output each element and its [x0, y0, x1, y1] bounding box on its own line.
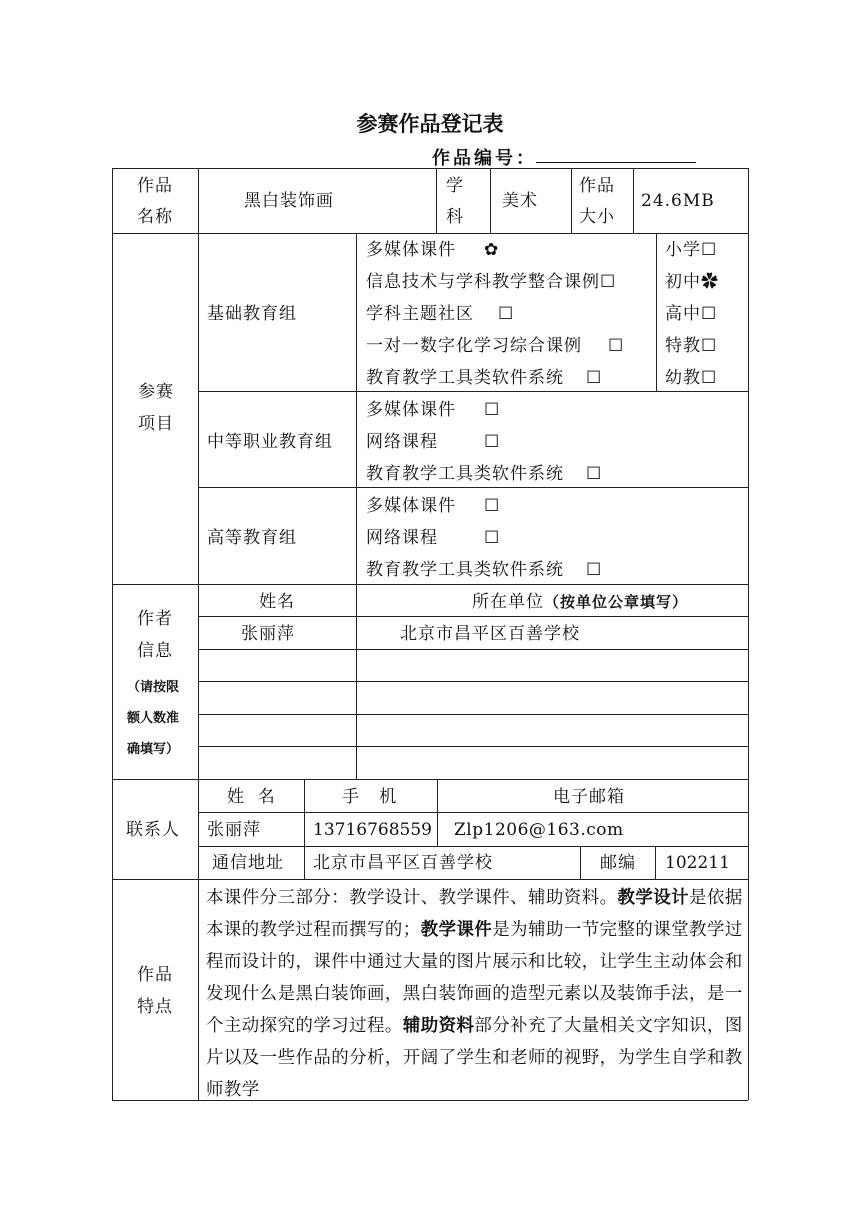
option-vocational-online-course[interactable]: 网络课程 ☐: [366, 432, 501, 452]
level-primary[interactable]: 小学☐: [665, 240, 718, 260]
size-label: 作品: [579, 176, 615, 196]
checkbox-icon: ☐: [586, 368, 603, 388]
checkbox-icon: ☐: [498, 304, 515, 324]
checkbox-icon: ☐: [484, 496, 501, 516]
features-text[interactable]: 本课件分三部分：教学设计、教学课件、辅助资料。教学设计是依据本课的教学过程而撰写的；教学课件是为辅助一节完整的课堂教学过程而设计的，课件中通过大量的图片展示和比较，让学生主动体会和发现什么是黑白装饰画，黑白装饰画的造型元素以及装饰手法，是一个主动探究的学习过程。辅助资料部分补充了大量相关文字知识，图片以及一些作品的分析，开阔了学生和老师的视野，为学生自学和教师教学: [206, 888, 743, 1100]
level-junior[interactable]: 初中✿: [665, 272, 719, 292]
author-unit-5[interactable]: [358, 748, 746, 777]
contact-email[interactable]: Zlp1206@163.com: [454, 820, 624, 840]
option-subject-community[interactable]: 学科主题社区 ☐: [366, 304, 515, 324]
option-tool-software[interactable]: 教育教学工具类软件系统 ☐: [366, 368, 603, 388]
author-info-label: 作者: [137, 609, 173, 629]
author-note-2: 额人数准: [127, 711, 180, 726]
author-unit-4[interactable]: [358, 716, 746, 744]
checkbox-icon: ☐: [484, 528, 501, 548]
size-value[interactable]: 24.6MB: [641, 191, 715, 211]
checkbox-icon: ☐: [586, 560, 603, 580]
contact-label: 联系人: [126, 820, 180, 840]
checkbox-icon: ☐: [484, 400, 501, 420]
category-label-2: 项目: [138, 414, 174, 434]
features-label: 作品: [137, 965, 173, 985]
postcode-value[interactable]: 102211: [665, 853, 730, 873]
flower-check-icon: ✿: [701, 272, 719, 292]
option-one-to-one[interactable]: 一对一数字化学习综合课例 ☐: [366, 336, 625, 356]
author-note-3: 确填写）: [127, 742, 180, 757]
level-preschool[interactable]: 幼教☐: [665, 368, 718, 388]
author-info-label-2: 信息: [137, 641, 173, 661]
category-label: 参赛: [138, 382, 174, 402]
postcode-label: 邮编: [600, 853, 636, 873]
checkbox-icon: ☐: [608, 336, 625, 356]
option-multimedia-courseware[interactable]: 多媒体课件 ✿: [366, 240, 500, 260]
checkbox-icon: ☐: [586, 464, 603, 484]
checkbox-icon: ☐: [701, 304, 718, 324]
flower-check-icon: ✿: [484, 240, 500, 260]
level-special[interactable]: 特教☐: [665, 336, 718, 356]
author-name-1[interactable]: 张丽萍: [241, 624, 295, 644]
subject-value[interactable]: 美术: [502, 191, 538, 211]
address-value[interactable]: 北京市昌平区百善学校: [313, 853, 493, 873]
subject-label: 学: [446, 176, 464, 196]
checkbox-icon: ☐: [600, 272, 617, 292]
author-note-1: （请按限: [127, 680, 180, 695]
work-name-label: 作品: [137, 176, 173, 196]
checkbox-icon: ☐: [701, 336, 718, 356]
size-label-2: 大小: [579, 207, 615, 227]
author-name-3[interactable]: [200, 683, 355, 712]
page-title: 参赛作品登记表: [356, 112, 504, 136]
checkbox-icon: ☐: [484, 432, 501, 452]
option-vocational-multimedia[interactable]: 多媒体课件 ☐: [366, 400, 501, 420]
address-label: 通信地址: [212, 853, 284, 873]
contact-col-phone: 手 机: [342, 787, 398, 807]
author-name-5[interactable]: [200, 748, 355, 777]
contact-name[interactable]: 张丽萍: [207, 820, 261, 840]
features-label-2: 特点: [137, 997, 173, 1017]
contact-phone[interactable]: 13716768559: [313, 820, 432, 840]
author-col-name: 姓名: [259, 592, 295, 612]
option-higher-online-course[interactable]: 网络课程 ☐: [366, 528, 501, 548]
author-name-2[interactable]: [200, 651, 355, 679]
group-higher-education: 高等教育组: [207, 528, 297, 548]
level-senior[interactable]: 高中☐: [665, 304, 718, 324]
checkbox-icon: ☐: [701, 368, 718, 388]
author-unit-2[interactable]: [358, 651, 746, 679]
contact-col-name: 姓 名: [227, 787, 276, 807]
checkbox-icon: ☐: [701, 240, 718, 260]
work-name-label-2: 名称: [137, 207, 173, 227]
contact-col-email: 电子邮箱: [553, 787, 625, 807]
author-unit-3[interactable]: [358, 683, 746, 712]
option-vocational-tool-software[interactable]: 教育教学工具类软件系统 ☐: [366, 464, 603, 484]
author-unit-1[interactable]: 北京市昌平区百善学校: [400, 624, 580, 644]
group-vocational: 中等职业教育组: [207, 432, 333, 452]
author-name-4[interactable]: [200, 716, 355, 744]
option-higher-tool-software[interactable]: 教育教学工具类软件系统 ☐: [366, 560, 603, 580]
work-name-value[interactable]: 黑白装饰画: [244, 191, 334, 211]
serial-number-field[interactable]: [536, 162, 696, 163]
group-basic-education: 基础教育组: [207, 304, 297, 324]
serial-label: 作品编号：: [432, 148, 537, 169]
option-higher-multimedia[interactable]: 多媒体课件 ☐: [366, 496, 501, 516]
option-it-integration[interactable]: 信息技术与学科教学整合课例☐: [366, 272, 617, 292]
subject-label-2: 科: [446, 207, 464, 227]
author-col-unit: 所在单位（按单位公章填写）: [472, 592, 689, 612]
